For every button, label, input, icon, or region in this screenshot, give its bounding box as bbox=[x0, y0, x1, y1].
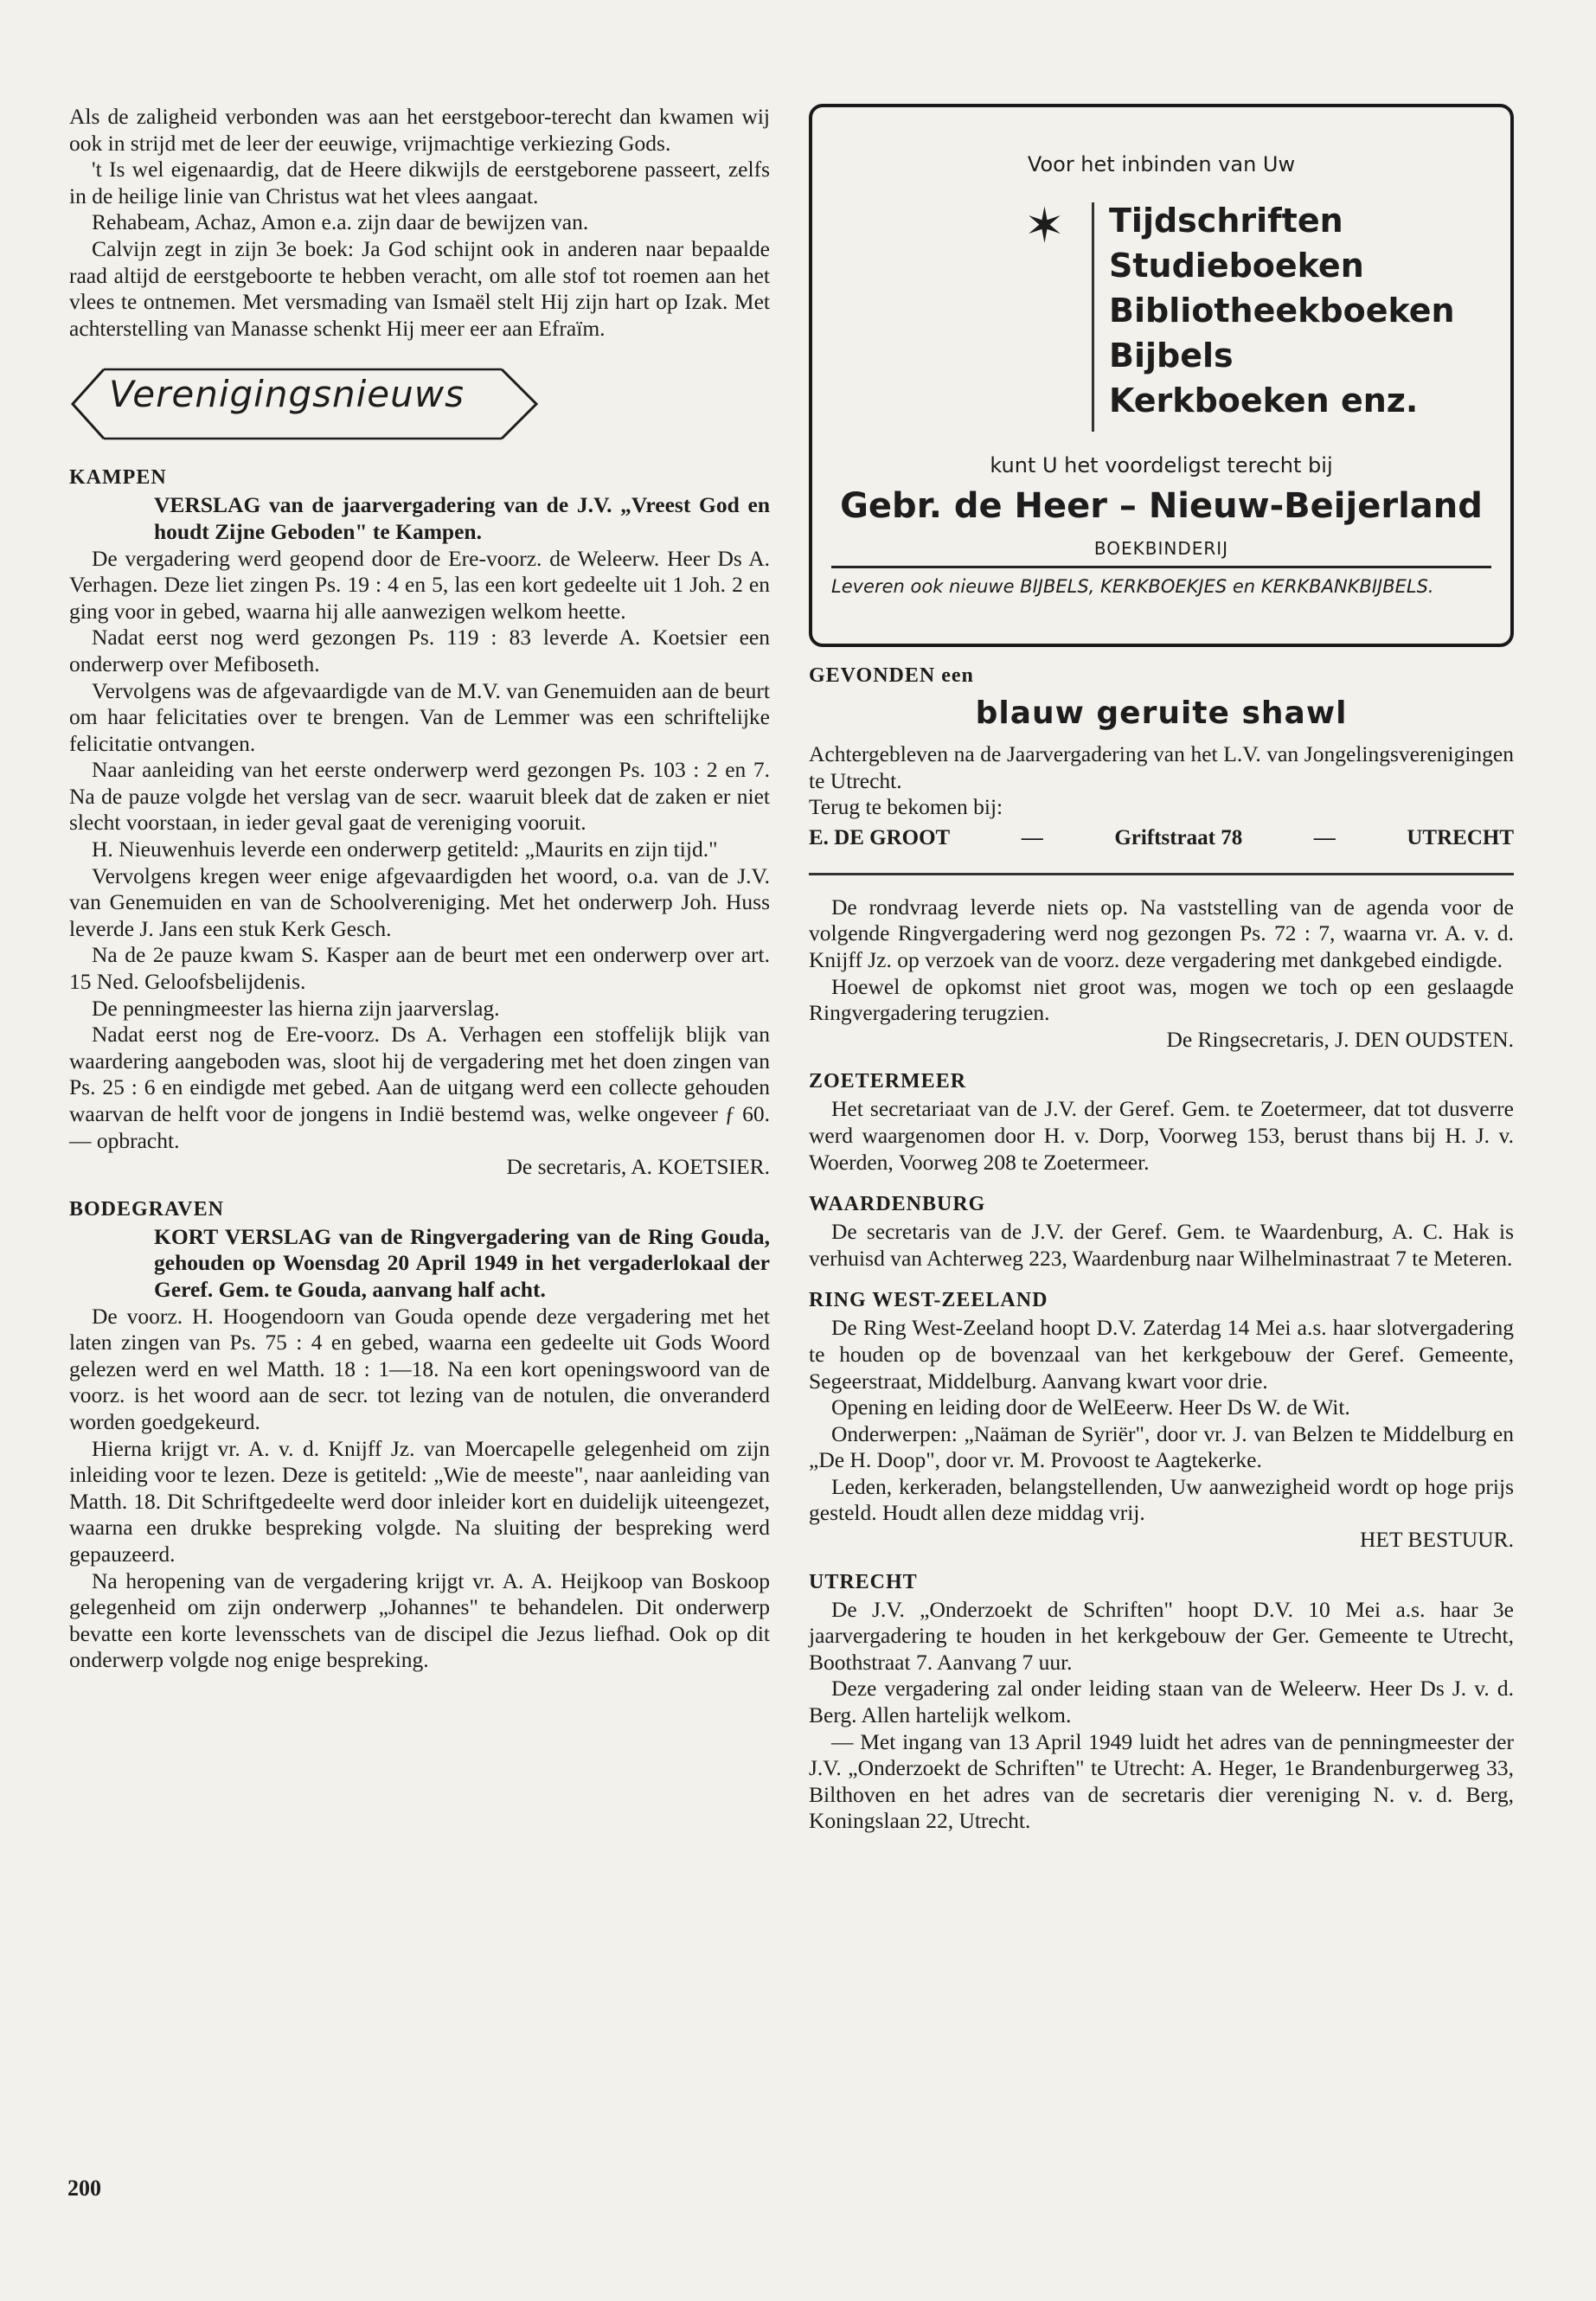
advert-trade: BOEKBINDERIJ bbox=[1093, 538, 1229, 559]
found-street: Griftstraat 78 bbox=[1114, 825, 1243, 849]
heading: GEVONDEN een bbox=[809, 664, 974, 687]
article-zoetermeer bbox=[809, 1068, 1514, 1176]
found-city: UTRECHT bbox=[1407, 825, 1514, 849]
lead: VERSLAG van de jaarvergadering van de J.V. „Vreest God en houdt Zijne Geboden" te Kampen. bbox=[154, 492, 770, 544]
paragraph: De Ring West-Zeeland hoopt D.V. Zaterdag 14 Mei a.s. haar slotvergadering te houden op de bovenzaal van het kerkgebouw der Geref. Gemeente, Segeerstraat, Middelburg. Aanvang kwart voor drie. bbox=[809, 1315, 1514, 1394]
paragraph: Naar aanleiding van het eerste onderwerp werd gezongen Ps. 103 : 2 en 7. Na de pauze volgde het verslag van de secr. waaruit bleek dat de zaken er niet slecht voorstaan, in ieder geval gaat de vereniging vooruit. bbox=[69, 757, 770, 836]
paragraph: — Met ingang van 13 April 1949 luidt het adres van de penningmeester der J.V. „Onderzoekt de Schriften" te Utrecht: A. Heger, 1e Brandenburgerweg 33, Bilthoven en het adres van de secretaris dier vereniging N. v. d. Berg, Koningslaan 22, Utrecht. bbox=[809, 1728, 1514, 1834]
found-address bbox=[809, 826, 1514, 850]
paragraph: De rondvraag leverde niets op. Na vaststelling van de agenda voor de volgende Ringvergadering werd nog gezongen Ps. 72 : 7, waarna vr. A. v. d. Knijff Jz. op verzoek van de voorz. deze vergadering met dankgebed eindigde. bbox=[809, 894, 1514, 972]
paragraph: 't Is wel eigenaardig, dat de Heere dikwijls de eerstgeborene passeert, zelfs in de heilige linie van Christus wat het vlees aangaat. bbox=[69, 157, 770, 208]
signature: De Ringsecretaris, J. DEN OUDSTEN. bbox=[1166, 1026, 1514, 1052]
paragraph: De vergadering werd geopend door de Ere-voorz. de Weleerw. Heer Ds A. Verhagen. Deze liet zingen Ps. 19 : 4 en 5, las een kort gedeelte uit 1 Joh. 2 en ging voor in gebed, waarna hij alle aanwezigen welkom heette. bbox=[69, 545, 770, 624]
advert-footer: Leveren ook nieuwe BIJBELS, KERKBOEKJES en KERKBANKBIJBELS. bbox=[831, 576, 1434, 597]
signature: HET BESTUUR. bbox=[1359, 1527, 1514, 1553]
signature: De secretaris, A. KOETSIER. bbox=[506, 1154, 770, 1180]
left-column bbox=[69, 104, 770, 1674]
divider bbox=[809, 873, 1514, 875]
paragraph: H. Nieuwenhuis leverde een onderwerp getiteld: „Maurits en zijn tijd." bbox=[92, 836, 718, 862]
paragraph: De voorz. H. Hoogendoorn van Gouda opende deze vergadering met het laten zingen van Ps. 75 : 4 en gebed, waarna een gedeelte uit Gods Woord gelezen werd en wel Matth. 18 : 1—18. Na een kort openingswoord van de voorz. is het woord aan de secr. tot lezing van de notulen, die onveranderd worden goedgekeurd. bbox=[69, 1303, 770, 1434]
found-notice bbox=[809, 663, 1514, 850]
paragraph: Achtergebleven na de Jaarvergadering van het L.V. van Jongelingsverenigingen te Utrecht. bbox=[809, 741, 1514, 793]
advert-item: Kerkboeken enz. bbox=[1109, 381, 1419, 420]
divider bbox=[1092, 202, 1094, 432]
advert-top-line: Voor het inbinden van Uw bbox=[1027, 152, 1296, 176]
advert-item: Studieboeken bbox=[1109, 247, 1364, 285]
dash: — bbox=[1021, 825, 1043, 849]
heading: WAARDENBURG bbox=[809, 1193, 986, 1216]
paragraph: Vervolgens was de afgevaardigde van de M.V. van Genemuiden aan de beurt om haar felicitaties over te brengen. Van de Lemmer was een schriftelijke felicitatie ontvangen. bbox=[69, 677, 770, 756]
paragraph: De J.V. „Onderzoekt de Schriften" hoopt D.V. 10 Mei a.s. haar 3e jaarvergadering te houden in het kerkgebouw der Ger. Gemeente te Utrecht, Boothstraat 7. Aanvang 7 uur. bbox=[809, 1596, 1514, 1675]
advert-item: Tijdschriften bbox=[1109, 202, 1343, 240]
paragraph: De penningmeester las hierna zijn jaarverslag. bbox=[92, 995, 500, 1021]
paragraph: Het secretariaat van de J.V. der Geref. Gem. te Zoetermeer, dat tot dusverre werd waargenomen door H. v. Dorp, Voorweg 153, berust thans bij H. J. v. Woerden, Voorweg 208 te Zoetermeer. bbox=[809, 1096, 1514, 1175]
paragraph: Als de zaligheid verbonden was aan het eerstgeboor-terecht dan kwamen wij ook in strijd met de leer der eeuwige, vrijmachtige verkiezing Gods. bbox=[69, 104, 770, 156]
advert-middle-line: kunt U het voordeligst terecht bij bbox=[990, 453, 1333, 478]
dash: — bbox=[1313, 825, 1336, 849]
paragraph: Na heropening van de vergadering krijgt vr. A. A. Heijkoop van Boskoop gelegenheid om zijn onderwerp „Johannes" te behandelen. Dit onderwerp bevatte een korte levensschets van de discipel die Jezus liefhad. Ook op dit onderwerp volgde nog enige bespreking. bbox=[69, 1567, 770, 1673]
article-ring-continued bbox=[809, 894, 1514, 1054]
advert-box bbox=[809, 104, 1514, 647]
paragraph: Leden, kerkeraden, belangstellenden, Uw aanwezigheid wordt op hoge prijs gesteld. Houdt allen deze middag vrij. bbox=[809, 1473, 1514, 1526]
section-title: Verenigingsnieuws bbox=[109, 373, 465, 416]
paragraph: Na de 2e pauze kwam S. Kasper aan de beurt met een onderwerp over art. 15 Ned. Geloofsbelijdenis. bbox=[69, 942, 770, 995]
heading: UTRECHT bbox=[809, 1570, 918, 1593]
advert-list bbox=[1109, 198, 1455, 423]
paragraph: Hierna krijgt vr. A. v. d. Knijff Jz. van Moercapelle gelegenheid om zijn inleiding voor te lezen. Deze is getiteld: „Wie de meeste", naar aanleiding van Matth. 18. Dit Schriftgedeelte werd door inleider kort en duidelijk uiteengezet, waarna een drukke bespreking volgde. Na sluiting der bespreking werd gepauzeerd. bbox=[69, 1435, 770, 1567]
advert-item: Bijbels bbox=[1109, 336, 1234, 375]
star-icon: ✶ bbox=[1024, 200, 1065, 253]
article-bodegraven bbox=[69, 1196, 770, 1674]
heading: KAMPEN bbox=[69, 466, 167, 490]
lead: KORT VERSLAG van de Ringvergadering van de Ring Gouda, gehouden op Woensdag 20 April 1949 in het vergaderlokaal der Geref. Gem. te Gouda, aanvang half acht. bbox=[154, 1223, 770, 1302]
paragraph: Vervolgens kregen weer enige afgevaardigden het woord, o.a. van de J.V. van Genemuiden en van de Schoolvereniging. Met het onderwerp Joh. Huss leverde J. Jans een stuk Kerk Gesch. bbox=[69, 862, 770, 941]
paragraph: Terug te bekomen bij: bbox=[809, 794, 1003, 820]
paragraph: Rehabeam, Achaz, Amon e.a. zijn daar de bewijzen van. bbox=[92, 209, 589, 235]
paragraph: Nadat eerst nog werd gezongen Ps. 119 : 83 leverde A. Koetsier een onderwerp over Mefiboseth. bbox=[69, 625, 770, 676]
heading: BODEGRAVEN bbox=[69, 1197, 224, 1221]
advert-item: Bibliotheekboeken bbox=[1109, 292, 1455, 330]
article-ring-west-zeeland bbox=[809, 1287, 1514, 1553]
article-utrecht bbox=[809, 1569, 1514, 1835]
divider bbox=[831, 566, 1491, 568]
found-item: blauw geruite shawl bbox=[975, 695, 1348, 731]
advert-firm: Gebr. de Heer – Nieuw-Beijerland bbox=[840, 486, 1483, 526]
section-banner bbox=[69, 354, 770, 449]
paragraph: Deze vergadering zal onder leiding staan van de Weleerw. Heer Ds J. v. d. Berg. Allen hartelijk welkom. bbox=[809, 1676, 1514, 1728]
article-kampen bbox=[69, 465, 770, 1180]
paragraph: De secretaris van de J.V. der Geref. Gem. te Waardenburg, A. C. Hak is verhuisd van Achterweg 223, Waardenburg naar Wilhelminastraat 7 te Meteren. bbox=[809, 1219, 1514, 1271]
paragraph: Onderwerpen: „Naäman de Syriër", door vr. J. van Belzen te Middelburg en „De H. Doop", door vr. M. Provoost te Aagtekerke. bbox=[809, 1420, 1514, 1473]
page-number: 200 bbox=[67, 2176, 101, 2201]
article-waardenburg bbox=[809, 1191, 1514, 1272]
right-column bbox=[809, 104, 1514, 1835]
found-name: E. DE GROOT bbox=[809, 825, 951, 849]
intro-text bbox=[69, 104, 770, 342]
paragraph: Calvijn zegt in zijn 3e boek: Ja God schijnt ook in anderen naar bepaalde raad altijd de eerstgeboorte te hebben veracht, om alle stof tot roemen aan het vlees te ontnemen. Met versmading van Ismaël stelt Hij zijn hart op Izak. Met achterstelling van Manasse schenkt Hij meer eer aan Efraïm. bbox=[69, 235, 770, 341]
paragraph: Nadat eerst nog de Ere-voorz. Ds A. Verhagen een stoffelijk blijk van waardering aangeboden was, sloot hij de vergadering met het doen zingen van Ps. 25 : 6 en eindigde met gebed. Aan de uitgang werd een collecte gehouden waarvan de helft voor de jongens in Indië bestemd was, welke ongeveer ƒ 60.— opbracht. bbox=[69, 1022, 770, 1153]
paragraph: Hoewel de opkomst niet groot was, mogen we toch op een geslaagde Ringvergadering terugzien. bbox=[809, 973, 1514, 1026]
paragraph: Opening en leiding door de WelEeerw. Heer Ds W. de Wit. bbox=[831, 1394, 1350, 1420]
heading: RING WEST-ZEELAND bbox=[809, 1289, 1048, 1312]
heading: ZOETERMEER bbox=[809, 1070, 967, 1093]
